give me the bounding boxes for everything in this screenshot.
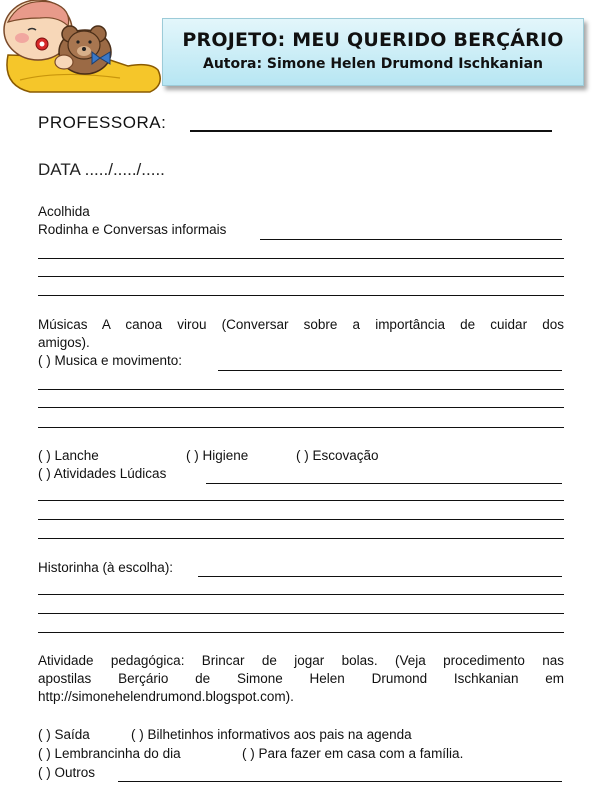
writing-line[interactable] bbox=[38, 519, 564, 520]
professora-input-line[interactable] bbox=[190, 130, 552, 132]
writing-line[interactable] bbox=[38, 594, 564, 595]
lanche-checkbox[interactable]: ( ) Lanche bbox=[38, 448, 99, 463]
para-fazer-em-casa-checkbox[interactable]: ( ) Para fazer em casa com a família. bbox=[242, 746, 464, 761]
writing-line[interactable] bbox=[38, 389, 564, 390]
outros-checkbox[interactable]: ( ) Outros bbox=[38, 765, 96, 780]
writing-line[interactable] bbox=[38, 632, 564, 633]
musica-movimento-label: ( ) Musica e movimento: bbox=[38, 353, 183, 368]
writing-line[interactable] bbox=[38, 613, 564, 614]
writing-line[interactable] bbox=[38, 500, 564, 501]
date-label: DATA ...../...../..... bbox=[38, 160, 165, 179]
musicas-text-line-1: Músicas A canoa virou (Conversar sobre a importância de cuidar dos bbox=[38, 317, 564, 332]
ludicas-input-line[interactable] bbox=[206, 483, 562, 484]
bilhetinhos-checkbox[interactable]: ( ) Bilhetinhos informativos aos pais na agenda bbox=[131, 727, 412, 742]
writing-line[interactable] bbox=[38, 427, 564, 428]
escovacao-checkbox[interactable]: ( ) Escovação bbox=[296, 448, 379, 463]
outros-input-line[interactable] bbox=[118, 781, 562, 782]
acolhida-label: Acolhida bbox=[38, 204, 90, 219]
musicas-text-line-2: amigos). bbox=[38, 335, 90, 350]
baby-with-teddy-bear-illustration bbox=[0, 0, 165, 100]
historinha-label: Historinha (à escolha): bbox=[38, 560, 174, 575]
higiene-checkbox[interactable]: ( ) Higiene bbox=[186, 448, 249, 463]
project-title: PROJETO: MEU QUERIDO BERÇÁRIO bbox=[182, 29, 564, 51]
writing-line[interactable] bbox=[38, 407, 564, 408]
writing-line[interactable] bbox=[38, 295, 564, 296]
historinha-input-line[interactable] bbox=[198, 576, 562, 577]
lembrancinha-checkbox[interactable]: ( ) Lembrancinha do dia bbox=[38, 746, 181, 761]
writing-line[interactable] bbox=[38, 276, 564, 277]
writing-line[interactable] bbox=[38, 258, 564, 259]
atividades-ludicas-checkbox[interactable]: ( ) Atividades Lúdicas bbox=[38, 466, 167, 481]
writing-line[interactable] bbox=[38, 538, 564, 539]
project-title-banner bbox=[162, 18, 584, 86]
saida-checkbox[interactable]: ( ) Saída bbox=[38, 727, 90, 742]
atividade-text-line-3: http://simonehelendrumond.blogspot.com). bbox=[38, 689, 294, 704]
atividade-text-line-1: Atividade pedagógica: Brincar de jogar bolas. (Veja procedimento nas bbox=[38, 653, 564, 668]
author-line: Autora: Simone Helen Drumond Ischkanian bbox=[202, 56, 543, 72]
musica-movimento-input-line[interactable] bbox=[218, 370, 562, 371]
rodinha-input-line[interactable] bbox=[260, 239, 562, 240]
professora-label: PROFESSORA: bbox=[38, 113, 167, 132]
rodinha-label: Rodinha e Conversas informais bbox=[38, 222, 227, 237]
atividade-text-line-2: apostilas Berçário de Simone Helen Drumond Ischkanian em bbox=[38, 671, 564, 686]
